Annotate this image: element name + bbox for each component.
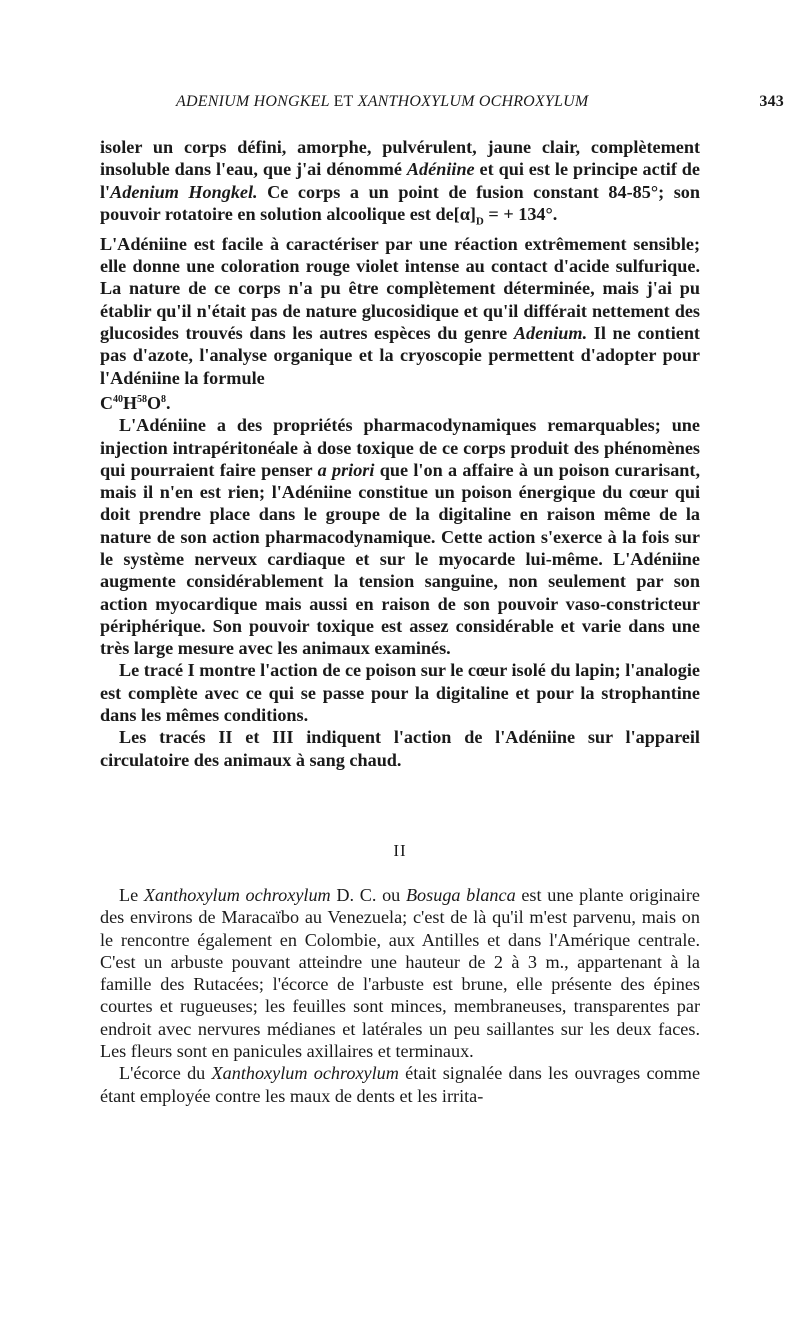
formula-line: [100, 389, 700, 414]
italic-run: a priori: [317, 459, 375, 480]
paragraph-4: [100, 659, 700, 726]
running-head-title-part2: XANTHOXYLUM OCHROXYLUM: [357, 93, 589, 110]
text-run: = + 134°.: [483, 203, 558, 224]
section-number: II: [393, 841, 407, 860]
text-run: Ce corps a un point de fusion constant 84-85°; son pouvoir rotatoire en solution alcoolique est de[α]: [100, 181, 700, 224]
text-run: était signalée dans les ouvrages comme étant employée contre les maux de dents et les irrita-: [100, 1063, 701, 1106]
paragraph-3: [100, 414, 700, 659]
text-run: L'Adéniine est facile à caractériser par une réaction extrêmement sensible; elle donne une coloration rouge violet intense au contact d'acide sulfurique. La nature de ce corps n'a pu être complètement déterminée, mais j'ai pu établir qu'il n'était pas de nature glucosidique et qu'il différait nettement des glucosides trouvés dans les autres espèces du genre: [100, 233, 700, 344]
paragraph-5: [100, 726, 700, 771]
text-run: L'écorce du: [119, 1063, 212, 1084]
paragraph-6: [100, 884, 700, 1062]
text-run: D. C. ou: [330, 885, 406, 905]
text-run: isoler un corps défini, amorphe, pulvérulent, jaune clair, complètement insoluble dans l'eau, que j'ai dénommé: [100, 137, 700, 180]
italic-run: Xanthoxylum ochroxylum: [211, 1063, 399, 1084]
running-head-conjunction: ET: [333, 93, 354, 110]
running-head-title-part1: ADENIUM HONGKEL: [176, 93, 330, 110]
italic-run: Xanthoxylum ochroxylum: [143, 885, 331, 905]
subscript-run: D: [475, 215, 484, 228]
text-run: L'Adéniine a des propriétés pharmacodynamiques remarquables; une injection intrapéritonéale à dose toxique de ce corps produit des phénomènes qui pourraient faire penser: [100, 415, 700, 480]
text-run: que l'on a affaire à un poison curarisant, mais il n'en est rien; l'Adéniine constitue un poison énergique du cœur qui doit prendre place dans le groupe de la digitaline en raison même de la nature de son action pharmacodynamique. Cette action s'exerce à la fois sur le système nerveux cardiaque et sur le myocarde lui-même. L'Adéniine augmente considérablement la tension sanguine, non seulement par son action myocardique mais aussi en raison de son pouvoir vaso-constricteur périphérique. Son pouvoir toxique est assez considérable et varie dans une très large mesure avec les animaux examinés.: [100, 459, 701, 659]
section-two-body: [100, 884, 700, 1107]
text-run: Les tracés II et III indiquent l'action de l'Adéniine sur l'appareil circulatoire des animaux à sang chaud.: [100, 727, 700, 770]
paragraph-7: [100, 1062, 700, 1107]
running-head: [176, 93, 786, 117]
chemical-formula: $C^{40}H^{58}O^8$.: [100, 392, 171, 413]
italic-run: Adenium.: [513, 323, 588, 344]
text-run: Le: [119, 885, 144, 905]
paragraph-2-text: [100, 234, 700, 388]
text-run: est une plante originaire des environs de Maracaïbo au Venezuela; c'est de là qu'il m'est parvenu, mais on le rencontre également en Colombie, aux Antilles et dans l'Amérique centrale. C'est un arbuste pouvant atteindre une hauteur de 2 à 3 m., appartenant à la famille des Rutacées; l'écorce de l'arbuste est brune, elle présente des épines courtes et rugueuses; les feuilles sont minces, membraneuses, transparentes par endroit avec nervures médianes et latérales un peu saillantes sur les deux faces. Les fleurs sont en panicules axillaires et terminaux.: [100, 885, 700, 1062]
running-head-title: [176, 93, 588, 111]
italic-run: Adéniine: [406, 159, 475, 180]
text-run: Il ne contient pas d'azote, l'analyse organique et la cryoscopie permettent d'adopter pour l'Adéniine la formule: [100, 323, 700, 388]
text-run: Le tracé I montre l'action de ce poison sur le cœur isolé du lapin; l'analogie est complète avec ce qui se passe pour la digitaline et pour la strophantine dans les mêmes conditions.: [100, 660, 700, 726]
section-one-body: [100, 136, 700, 771]
page-number: 343: [759, 93, 784, 110]
italic-run: Adenium Hongkel.: [110, 181, 258, 202]
paragraph-2: [100, 233, 700, 389]
text-run: et qui est le principe actif de l': [100, 159, 700, 202]
paragraph-1: [100, 136, 700, 233]
italic-run: Bosuga blanca: [405, 885, 516, 905]
